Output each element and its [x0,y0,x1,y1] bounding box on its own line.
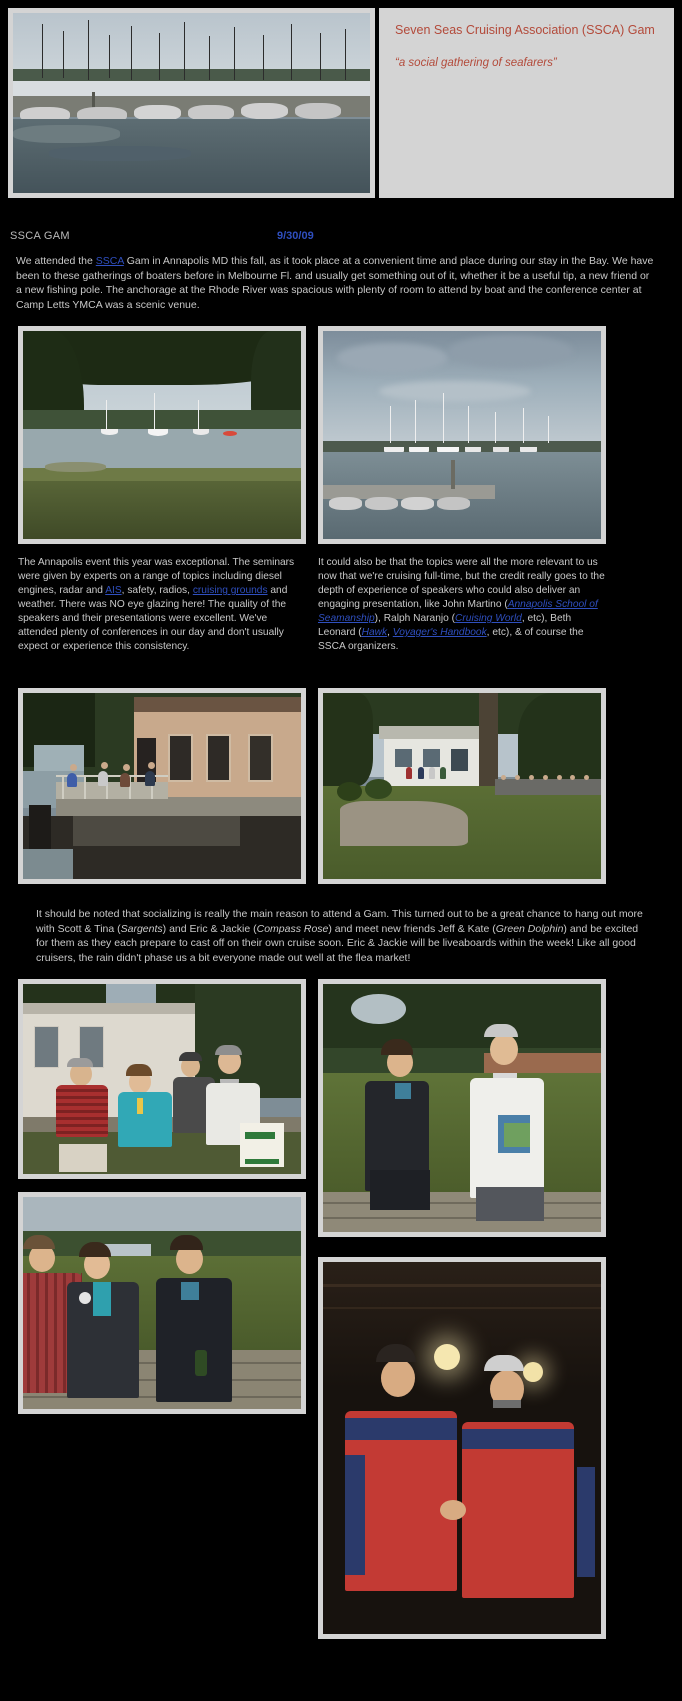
flea-market-crowd-frame [318,688,606,884]
intro-text-before: We attended the [16,255,96,267]
anchorage-wide-view-frame [318,326,606,544]
right-col-part1: It could also be that the topics were all the more relevant to us now that we're cruising full-time, but the credit really goes to the depth of experience of speakers who could also deliver an engaging presentation, like John Martino ( [318,557,605,610]
post-title: SSCA GAM [10,230,70,242]
left-col-part3: and weather. There was NO eye glazing here! The quality of the speakers and their presentations were excellent. We've attended plenty of conferences in our day and don't usually expect or experience this consistency. [18,585,288,652]
main-content [0,230,682,1639]
flea-market-crowd [323,693,601,879]
social-italic-compass-rose: Compass Rose [256,922,329,935]
right-column-text [318,556,606,654]
right-col-part3: , etc), Beth Leonard ( [318,613,572,638]
site-title: Seven Seas Cruising Association (SSCA) Gam [395,23,655,37]
photo-row-buildings [0,688,682,893]
photo-row-anchorage [0,326,682,556]
group-chatting-outside [23,984,301,1174]
two-column-text [0,556,682,688]
left-col-part1: The Annapolis event this year was exceptional. The seminars were given by experts on a range of topics including diesel engines, radar and [18,557,295,596]
three-friends-on-dock [23,1197,301,1409]
ais-link[interactable]: AIS [105,585,122,596]
header-title-panel [379,8,674,198]
waterfront-building-deck [23,693,301,879]
couple-on-lawn [323,984,601,1232]
left-column-text [18,556,298,654]
hawk-link[interactable]: Hawk [361,627,388,638]
social-part1: It should be noted that socializing is really the main reason to attend a Gam. This turned out to be a great chance to hang out more with Scott & Tina ( [36,908,643,935]
anchorage-from-shore-frame [18,326,306,544]
marina-dinghies-header [13,13,370,193]
post-header [0,230,682,260]
social-part3: ) and meet new friends Jeff & Kate ( [328,922,496,935]
cruising-world-link[interactable]: Cruising World [455,613,522,624]
ssca-link[interactable]: SSCA [95,255,124,267]
left-col-part2: , safety, radios, [121,585,193,596]
photo-row-people [0,979,682,1639]
group-chatting-frame [18,979,306,1179]
social-part2: ) and Eric & Jackie ( [162,922,257,935]
socializing-paragraph [36,907,648,965]
intro-text-after: Gam in Annapolis MD this fall, as it took place at a convenient time and place during our stay in the Bay. We have been to these gatherings of boaters before in Melbourne Fl. and usually get something out of it, whether it be a useful tip, a new friend or a new fishing pole. The anchorage at the Rhode River was spacious with plenty of room to attend by boat and the conference center at Camp Letts YMCA was a scenic venue. [16,255,654,311]
right-col-part4: , [387,627,393,638]
voyagers-handbook-link[interactable]: Voyager's Handbook [392,627,487,638]
annapolis-school-link[interactable]: Annapolis School of Seamanship [318,599,598,624]
social-italic-sargents: Sargents [120,922,163,935]
intro-paragraph [16,254,656,312]
two-men-evening [323,1262,601,1634]
waterfront-building-frame [18,688,306,884]
two-men-evening-frame [318,1257,606,1639]
right-col-part5: , etc), & of course the SSCA organizers. [318,627,584,652]
couple-on-lawn-frame [318,979,606,1237]
social-italic-green-dolphin: Green Dolphin [495,922,564,935]
cruising-grounds-link[interactable]: cruising grounds [192,585,268,596]
header-photo-frame [8,8,375,198]
three-friends-frame [18,1192,306,1414]
site-subtitle: “a social gathering of seafarers” [395,57,557,69]
anchorage-wide-view [323,331,601,539]
right-col-part2: ), Ralph Naranjo ( [374,613,456,624]
social-part4: ) and be excited for them as they each prepare to cast off on their own cruise soon. Eric & Jackie will be liveaboards within the week! Like all good cruisers, the rain didn't phase us a bit everyone made out well at the flea market! [36,922,639,964]
post-date: 9/30/09 [277,230,314,242]
anchorage-from-shore [23,331,301,539]
page-header [0,0,682,205]
